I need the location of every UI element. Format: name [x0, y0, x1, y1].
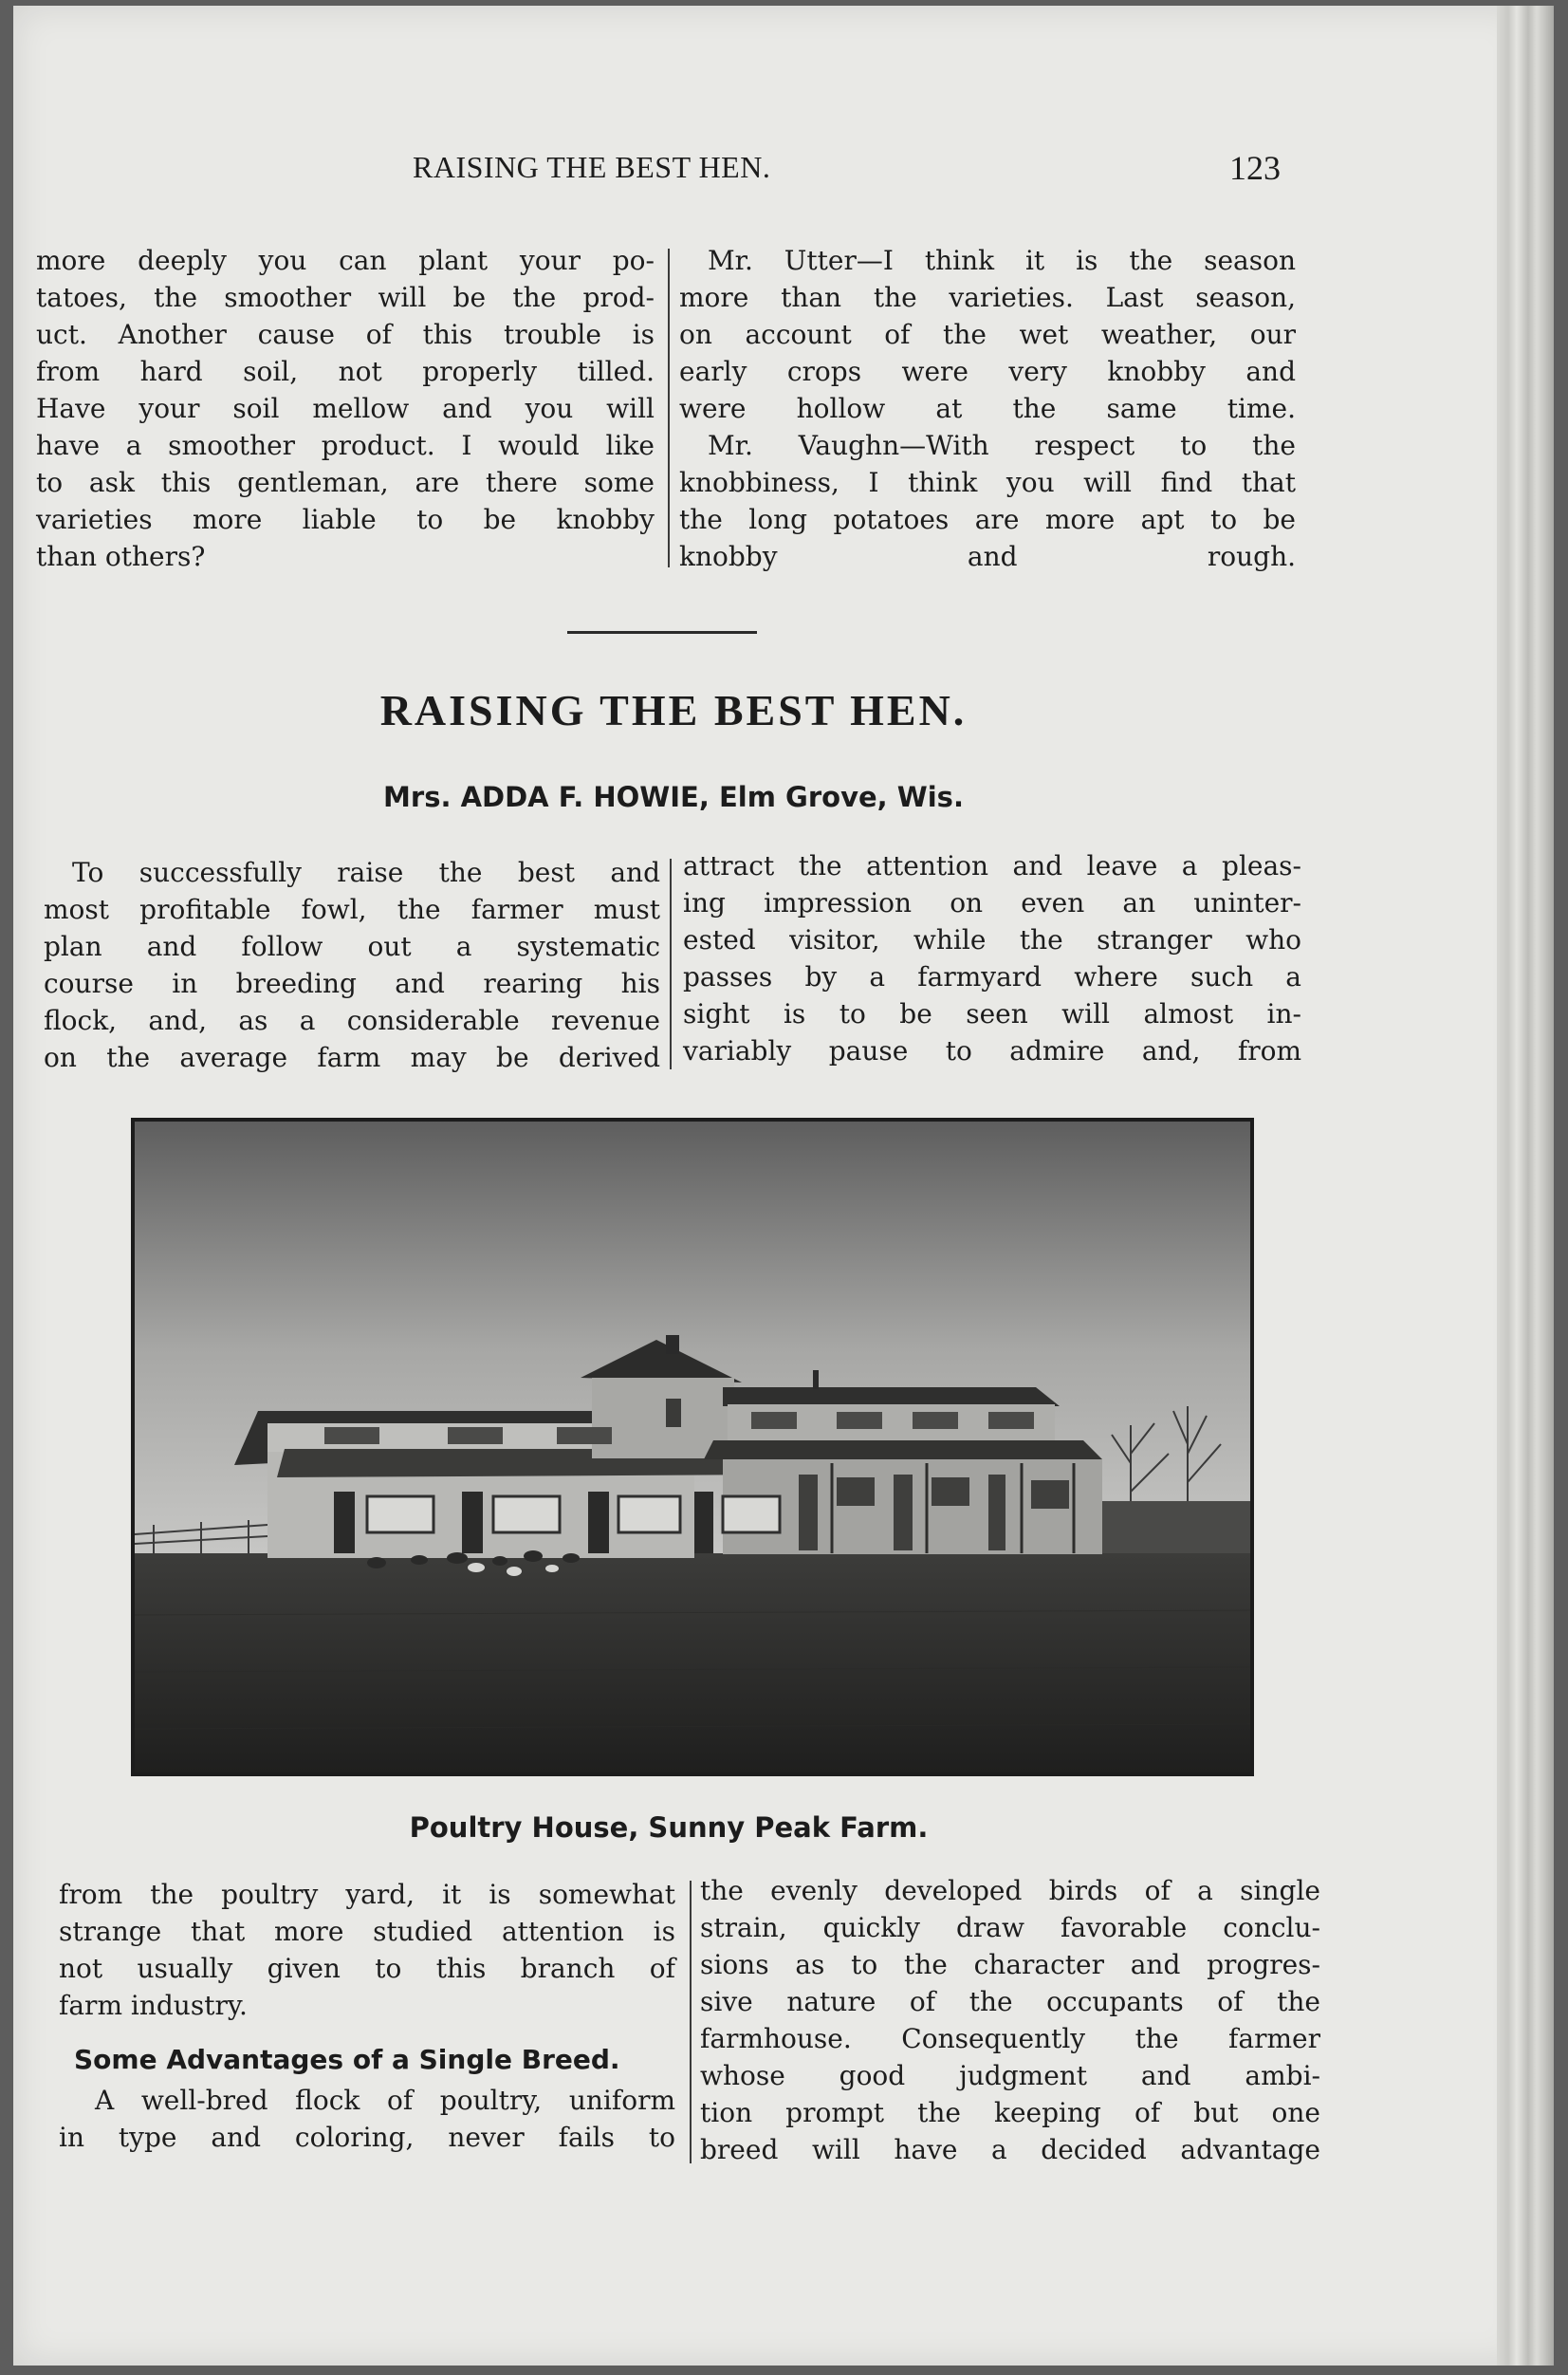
- text-line: from hard soil, not properly tilled.: [36, 356, 655, 387]
- text-line: most profitable fowl, the farmer must: [44, 894, 660, 925]
- top-left-column: [36, 242, 655, 575]
- intro-right-paragraph: [683, 847, 1301, 1069]
- column-rule: [690, 1881, 692, 2163]
- text-line: Mr. Utter—I think it is the season: [708, 245, 1296, 276]
- intro-left-column: [44, 854, 660, 1076]
- text-line: more deeply you can plant your po-: [36, 245, 655, 276]
- page-edge-gutter: [1497, 6, 1554, 2366]
- article-title: RAISING THE BEST HEN.: [379, 686, 968, 734]
- text-line: early crops were very knobby and: [679, 356, 1296, 387]
- text-line: course in breeding and rearing his: [44, 968, 660, 999]
- text-line: on account of the wet weather, our: [679, 319, 1296, 350]
- intro-right-column: [683, 847, 1301, 1069]
- text-line: attract the attention and leave a pleas-: [683, 850, 1301, 881]
- section-subhead: Some Advantages of a Single Breed.: [74, 2044, 620, 2075]
- bottom-left-paragraph-2: [59, 2082, 675, 2156]
- text-line: farm industry.: [59, 1990, 248, 2021]
- bottom-left-column: [59, 1876, 675, 2156]
- text-line: flock, and, as a considerable revenue: [44, 1005, 660, 1036]
- text-line: the evenly developed birds of a single: [700, 1875, 1320, 1906]
- text-line: knobbiness, I think you will find that: [679, 467, 1296, 498]
- text-line: strange that more studied attention is: [59, 1916, 675, 1947]
- section-divider: [567, 631, 757, 634]
- text-line: uct. Another cause of this trouble is: [36, 319, 655, 350]
- text-line: passes by a farmyard where such a: [683, 961, 1301, 993]
- text-line: from the poultry yard, it is somewhat: [59, 1879, 675, 1910]
- text-line: were hollow at the same time.: [679, 393, 1296, 424]
- text-line: the long potatoes are more apt to be: [679, 504, 1296, 535]
- text-line: Mr. Vaughn—With respect to the: [708, 430, 1296, 461]
- bottom-right-paragraph: [700, 1872, 1320, 2168]
- text-line: on the average farm may be derived: [44, 1042, 660, 1073]
- text-line: sight is to be seen will almost in-: [683, 998, 1301, 1030]
- text-line: have a smoother product. I would like: [36, 430, 655, 461]
- photo-caption: Poultry House, Sunny Peak Farm.: [409, 1811, 929, 1844]
- text-line: plan and follow out a systematic: [44, 931, 660, 962]
- text-line: in type and coloring, never fails to: [59, 2122, 675, 2153]
- intro-left-paragraph: [44, 854, 660, 1076]
- text-line: varieties more liable to be knobby: [36, 504, 655, 535]
- text-line: not usually given to this branch of: [59, 1953, 675, 1984]
- text-line: whose good judgment and ambi-: [700, 2060, 1320, 2091]
- text-line: to ask this gentleman, are there some: [36, 467, 655, 498]
- poultry-house-photo: [131, 1118, 1254, 1776]
- text-line: sive nature of the occupants of the: [700, 1986, 1320, 2017]
- text-line: Have your soil mellow and you will: [36, 393, 655, 424]
- text-line: sions as to the character and progres-: [700, 1949, 1320, 1980]
- article-byline: Mrs. ADDA F. HOWIE, Elm Grove, Wis.: [383, 781, 964, 813]
- text-line: tion prompt the keeping of but one: [700, 2097, 1320, 2128]
- text-line: more than the varieties. Last season,: [679, 282, 1296, 313]
- top-right-column: [679, 242, 1296, 575]
- bottom-right-column: [700, 1872, 1320, 2168]
- paragraph-vaughn: [679, 427, 1296, 575]
- text-line: than others?: [36, 541, 206, 572]
- running-head: RAISING THE BEST HEN.: [413, 150, 771, 184]
- text-line: variably pause to admire and, from: [683, 1035, 1301, 1067]
- text-line: To successfully raise the best and: [72, 857, 660, 888]
- photo-illustration: [135, 1122, 1250, 1772]
- column-rule: [668, 249, 670, 567]
- page-number: 123: [1229, 149, 1281, 187]
- paragraph-utter: [679, 242, 1296, 427]
- top-left-paragraph: [36, 242, 655, 575]
- text-line: strain, quickly draw favorable conclu-: [700, 1912, 1320, 1943]
- text-line: breed will have a decided advantage: [700, 2134, 1320, 2165]
- text-line: A well-bred flock of poultry, uniform: [95, 2085, 675, 2116]
- text-line: ing impression on even an uninter-: [683, 887, 1301, 918]
- text-line: farmhouse. Consequently the farmer: [700, 2023, 1320, 2054]
- column-rule: [670, 859, 672, 1069]
- text-line: ested visitor, while the stranger who: [683, 924, 1301, 956]
- bottom-left-paragraph-1: [59, 1876, 675, 2024]
- text-line: tatoes, the smoother will be the prod-: [36, 282, 655, 313]
- text-line: knobby and rough.: [679, 541, 1296, 572]
